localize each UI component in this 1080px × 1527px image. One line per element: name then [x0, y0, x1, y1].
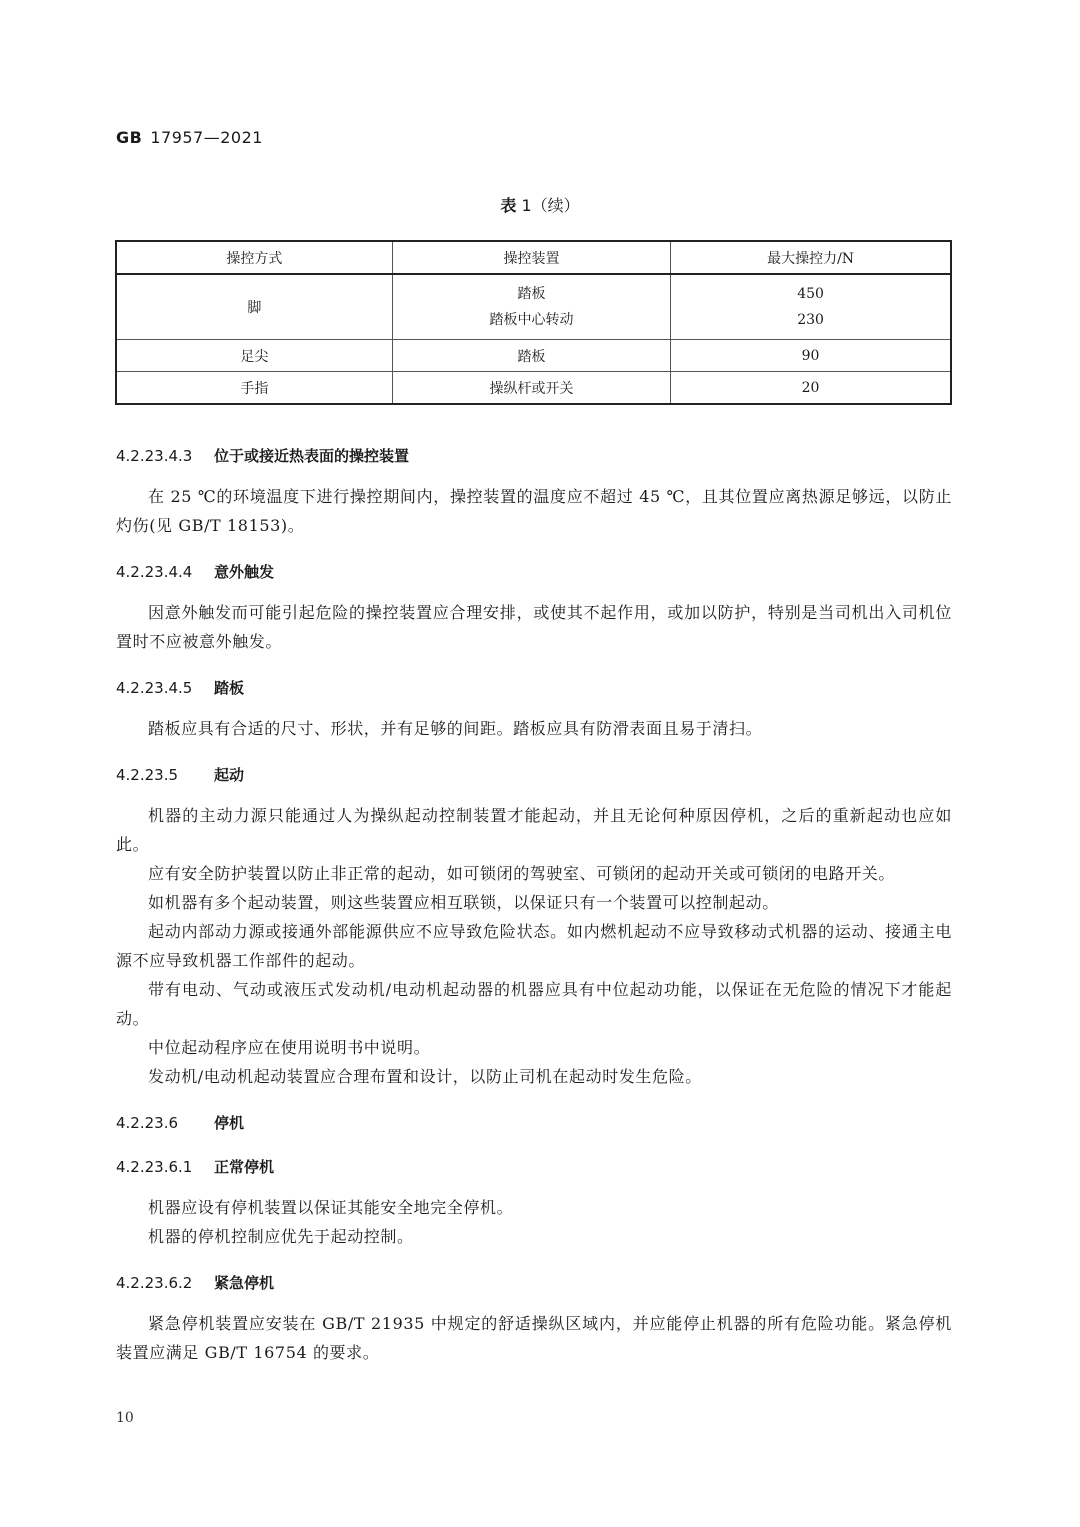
- paragraph: 机器应设有停机装置以保证其能安全地完全停机。: [148, 1198, 514, 1217]
- table-cell-forces: 20: [671, 372, 951, 405]
- section-number: 4.2.23.6.2: [116, 1274, 193, 1292]
- section-heading: [116, 1271, 952, 1295]
- section-title: 正常停机: [214, 1158, 275, 1176]
- section-heading: [116, 763, 952, 787]
- table-row: [116, 274, 951, 340]
- document-body: [116, 444, 952, 1367]
- paragraph: 应有安全防护装置以防止非正常的起动，如可锁闭的驾驶室、可锁闭的起动开关或可锁闭的电路开关。: [148, 864, 896, 883]
- section-number: 4.2.23.4.5: [116, 679, 193, 697]
- paragraph: 如机器有多个起动装置，则这些装置应相互联锁，以保证只有一个装置可以控制起动。: [148, 893, 779, 912]
- table-cell-mode: 足尖: [116, 340, 392, 372]
- paragraph: 带有电动、气动或液压式发动机/电动机起动器的机器应具有中位起动功能，以保证在无危险的情况下才能起动。: [116, 980, 952, 1028]
- section-title: 位于或接近热表面的操控装置: [214, 447, 410, 465]
- table-cell-forces: [671, 274, 951, 340]
- section-title: 紧急停机: [214, 1274, 275, 1292]
- section-heading: [116, 444, 952, 468]
- table-title: [0, 193, 1080, 216]
- section-title: 停机: [214, 1114, 245, 1132]
- paragraph: 起动内部动力源或接通外部能源供应不应导致危险状态。如内燃机起动不应导致移动式机器的运动、接通主电源不应导致机器工作部件的起动。: [116, 922, 952, 970]
- operating-force-table: [115, 240, 952, 405]
- column-header: 操控装置: [392, 241, 670, 274]
- table-cell-mode: 脚: [116, 274, 392, 340]
- table-cell-devices: 踏板: [392, 340, 670, 372]
- section-title: 起动: [214, 766, 245, 784]
- table-row: [116, 340, 951, 372]
- force-value: 230: [797, 312, 824, 328]
- table-row: [116, 372, 951, 405]
- section-number: 4.2.23.5: [116, 766, 179, 784]
- table-title-prefix: 表: [500, 196, 517, 215]
- column-header: 最大操控力/N: [671, 241, 951, 274]
- standard-number: 17957—2021: [150, 128, 263, 147]
- column-header: 操控方式: [116, 241, 392, 274]
- section-heading: [116, 1155, 952, 1179]
- section-number: 4.2.23.6: [116, 1114, 179, 1132]
- table-title-rest: 1（续）: [516, 196, 580, 215]
- device-item: 踏板中心转动: [489, 312, 574, 328]
- section-title: 踏板: [214, 679, 245, 697]
- table-cell-devices: [392, 274, 670, 340]
- standard-identifier: [116, 128, 263, 147]
- table-cell-forces: 90: [671, 340, 951, 372]
- section-heading: [116, 1111, 952, 1135]
- standard-prefix: GB: [116, 128, 143, 147]
- paragraph: 因意外触发而可能引起危险的操控装置应合理安排，或使其不起作用，或加以防护，特别是当司机出入司机位置时不应被意外触发。: [116, 603, 952, 651]
- section-number: 4.2.23.4.4: [116, 563, 193, 581]
- page-number: 10: [116, 1410, 134, 1426]
- section-title: 意外触发: [214, 563, 275, 581]
- section-heading: [116, 560, 952, 584]
- section-number: 4.2.23.4.3: [116, 447, 193, 465]
- paragraph: 机器的主动力源只能通过人为操纵起动控制装置才能起动，并且无论何种原因停机，之后的重新起动也应如此。: [116, 806, 952, 854]
- paragraph: 中位起动程序应在使用说明书中说明。: [148, 1038, 431, 1057]
- device-item: 踏板: [517, 286, 546, 302]
- paragraph: 机器的停机控制应优先于起动控制。: [148, 1227, 414, 1246]
- table-header-row: [116, 241, 951, 274]
- paragraph: 发动机/电动机起动装置应合理布置和设计，以防止司机在起动时发生危险。: [148, 1067, 702, 1086]
- section-number: 4.2.23.6.1: [116, 1158, 193, 1176]
- paragraph: 紧急停机装置应安装在 GB/T 21935 中规定的舒适操纵区域内，并应能停止机器的所有危险功能。紧急停机装置应满足 GB/T 16754 的要求。: [116, 1314, 952, 1362]
- table-cell-mode: 手指: [116, 372, 392, 405]
- paragraph: 在 25 ℃的环境温度下进行操控期间内，操控装置的温度应不超过 45 ℃，且其位置应离热源足够远，以防止灼伤(见 GB/T 18153)。: [116, 487, 952, 535]
- section-heading: [116, 676, 952, 700]
- force-value: 450: [797, 286, 824, 302]
- paragraph: 踏板应具有合适的尺寸、形状，并有足够的间距。踏板应具有防滑表面且易于清扫。: [148, 719, 763, 738]
- table-cell-devices: 操纵杆或开关: [392, 372, 670, 405]
